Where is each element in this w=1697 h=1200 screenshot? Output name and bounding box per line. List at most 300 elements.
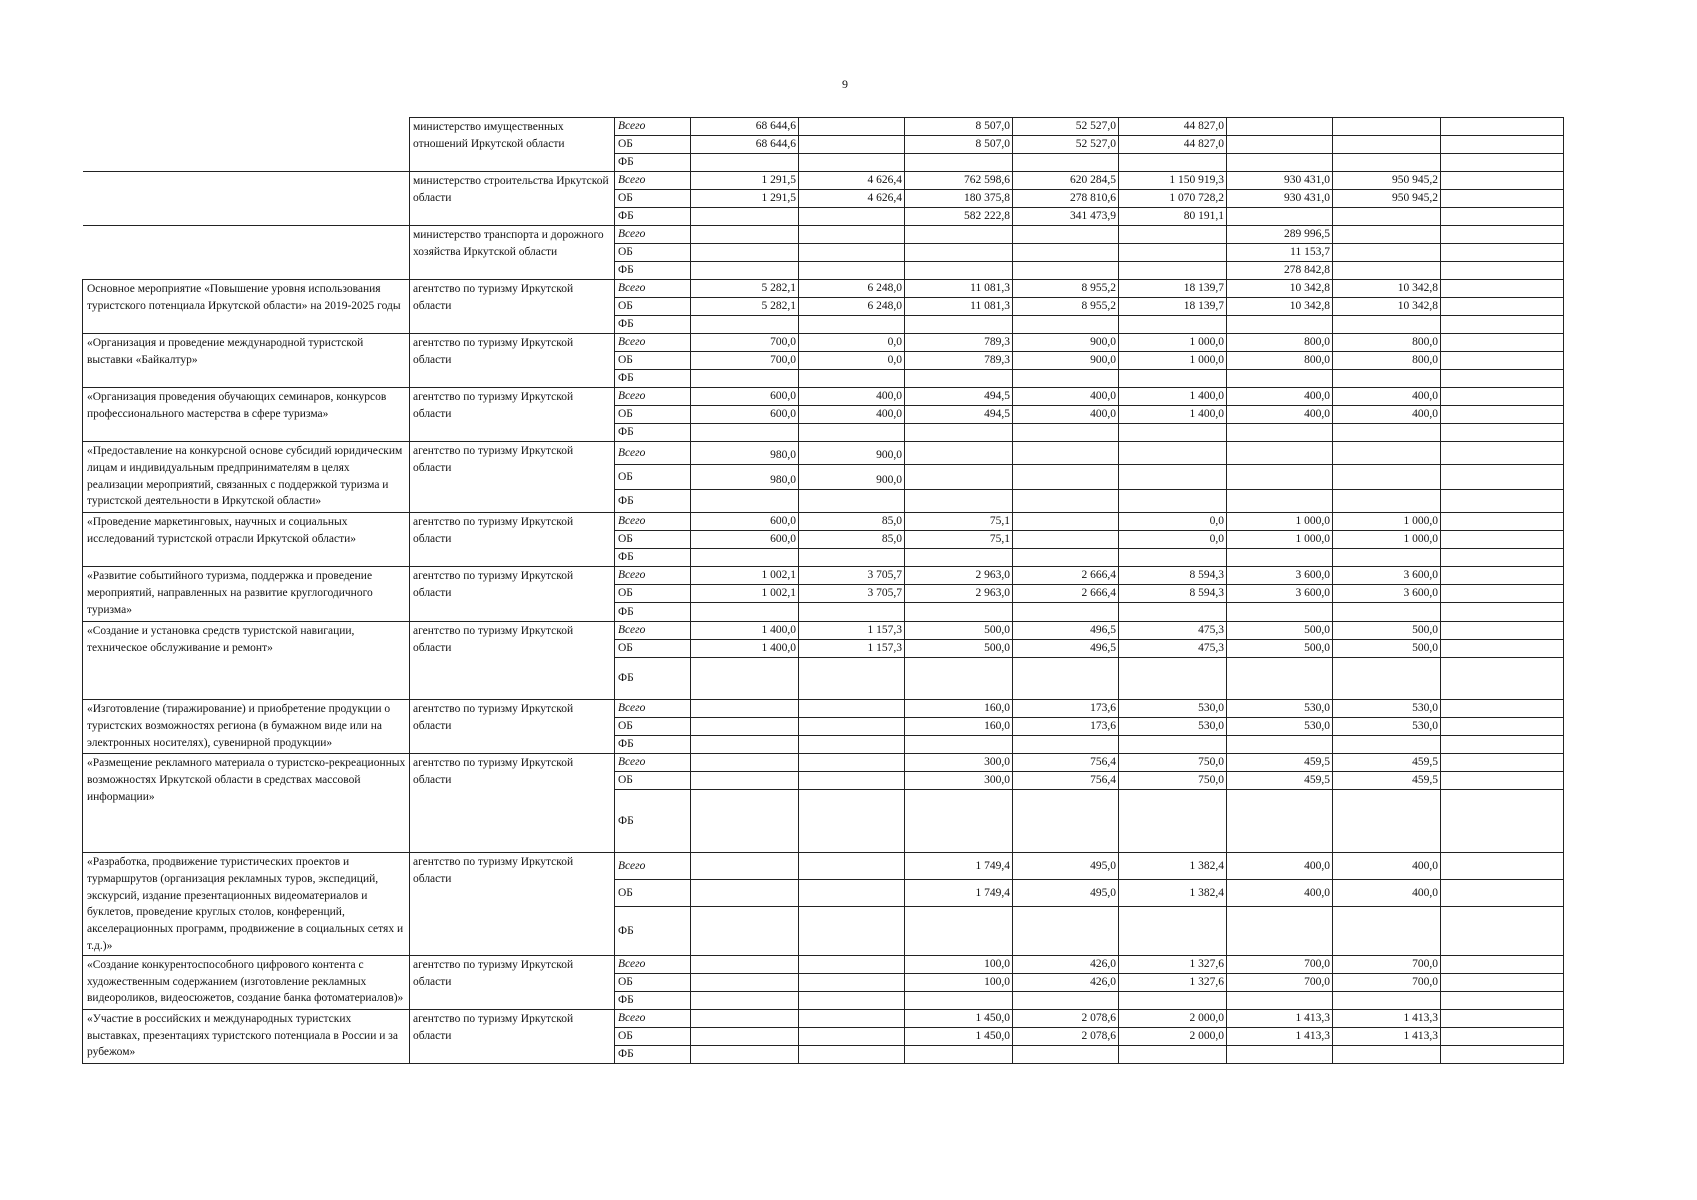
amount-cell — [1333, 208, 1441, 226]
table-row — [83, 334, 1564, 352]
amount-cell — [1441, 490, 1564, 513]
amount-cell — [691, 490, 799, 513]
amount-cell — [1227, 907, 1333, 955]
amount-cell — [905, 790, 1013, 853]
amount-cell — [1227, 316, 1333, 334]
amount-cell: 1 413,3 — [1227, 1027, 1333, 1045]
amount-cell: 300,0 — [905, 772, 1013, 790]
amount-cell — [1227, 603, 1333, 622]
amount-cell: 530,0 — [1119, 718, 1227, 736]
amount-cell: 278 842,8 — [1227, 262, 1333, 280]
amount-cell: 900,0 — [799, 442, 905, 465]
amount-cell — [1013, 658, 1119, 700]
amount-cell — [1013, 549, 1119, 567]
amount-cell: 1 000,0 — [1333, 531, 1441, 549]
amount-cell: 762 598,6 — [905, 172, 1013, 190]
amount-cell: 530,0 — [1333, 718, 1441, 736]
amount-cell: 600,0 — [691, 513, 799, 531]
amount-cell — [1013, 531, 1119, 549]
amount-cell: 10 342,8 — [1333, 280, 1441, 298]
amount-cell: 278 810,6 — [1013, 190, 1119, 208]
amount-cell — [1013, 907, 1119, 955]
amount-cell — [1119, 603, 1227, 622]
amount-cell: 8 594,3 — [1119, 567, 1227, 585]
amount-cell: 0,0 — [799, 334, 905, 352]
amount-cell: 530,0 — [1227, 718, 1333, 736]
amount-cell — [1227, 208, 1333, 226]
amount-cell: 1 450,0 — [905, 1027, 1013, 1045]
amount-cell — [799, 424, 905, 442]
amount-cell: 495,0 — [1013, 853, 1119, 880]
amount-cell: 789,3 — [905, 352, 1013, 370]
amount-cell — [1333, 907, 1441, 955]
amount-cell: 1 000,0 — [1227, 513, 1333, 531]
amount-cell — [1441, 424, 1564, 442]
amount-cell — [1333, 244, 1441, 262]
amount-cell: 400,0 — [1227, 853, 1333, 880]
amount-cell: 459,5 — [1333, 754, 1441, 772]
amount-cell — [1441, 853, 1564, 880]
amount-cell — [799, 955, 905, 973]
amount-cell — [1333, 370, 1441, 388]
amount-cell: 494,5 — [905, 406, 1013, 424]
amount-cell — [1227, 490, 1333, 513]
amount-cell — [1013, 244, 1119, 262]
amount-cell: 400,0 — [799, 388, 905, 406]
amount-cell — [1333, 424, 1441, 442]
amount-cell: 500,0 — [905, 622, 1013, 640]
amount-cell — [799, 700, 905, 718]
amount-cell — [799, 136, 905, 154]
executor-name: агентство по туризму Иркутской области — [410, 700, 615, 754]
amount-cell: 1 413,3 — [1333, 1009, 1441, 1027]
amount-cell — [1227, 118, 1333, 136]
table-row — [83, 622, 1564, 640]
amount-cell — [905, 244, 1013, 262]
amount-cell — [691, 549, 799, 567]
amount-cell — [1013, 316, 1119, 334]
amount-cell — [691, 880, 799, 907]
amount-cell — [691, 955, 799, 973]
amount-cell — [1441, 226, 1564, 244]
executor-name: агентство по туризму Иркутской области — [410, 622, 615, 700]
amount-cell — [799, 1009, 905, 1027]
amount-cell — [1441, 244, 1564, 262]
amount-cell: 400,0 — [1227, 880, 1333, 907]
amount-cell: 900,0 — [1013, 334, 1119, 352]
amount-cell — [1013, 442, 1119, 465]
amount-cell: 180 375,8 — [905, 190, 1013, 208]
amount-cell: 10 342,8 — [1333, 298, 1441, 316]
amount-cell: 52 527,0 — [1013, 118, 1119, 136]
amount-cell: 68 644,6 — [691, 118, 799, 136]
amount-cell — [1441, 640, 1564, 658]
funding-source: ОБ — [615, 880, 691, 907]
amount-cell — [1333, 549, 1441, 567]
amount-cell — [1333, 736, 1441, 754]
amount-cell — [691, 603, 799, 622]
amount-cell — [1441, 1045, 1564, 1063]
funding-source: ФБ — [615, 490, 691, 513]
amount-cell: 5 282,1 — [691, 280, 799, 298]
table-row — [83, 700, 1564, 718]
amount-cell: 6 248,0 — [799, 280, 905, 298]
amount-cell — [691, 1009, 799, 1027]
amount-cell: 700,0 — [1227, 973, 1333, 991]
funding-source: Всего — [615, 442, 691, 465]
amount-cell — [1013, 490, 1119, 513]
amount-cell: 4 626,4 — [799, 172, 905, 190]
amount-cell: 160,0 — [905, 700, 1013, 718]
amount-cell: 1 382,4 — [1119, 853, 1227, 880]
amount-cell — [1333, 316, 1441, 334]
amount-cell — [1441, 754, 1564, 772]
funding-source: ФБ — [615, 208, 691, 226]
amount-cell — [1441, 736, 1564, 754]
amount-cell — [799, 549, 905, 567]
amount-cell — [1119, 736, 1227, 754]
amount-cell — [1333, 136, 1441, 154]
amount-cell — [1013, 736, 1119, 754]
amount-cell — [1227, 790, 1333, 853]
amount-cell — [1013, 465, 1119, 490]
activity-name — [83, 118, 410, 172]
amount-cell — [1441, 406, 1564, 424]
amount-cell — [799, 973, 905, 991]
funding-source: ФБ — [615, 370, 691, 388]
funding-source: ОБ — [615, 244, 691, 262]
amount-cell — [1227, 549, 1333, 567]
amount-cell: 1 400,0 — [1119, 388, 1227, 406]
activity-name: «Предоставление на конкурсной основе субсидий юридическим лицам и индивидуальным предпринимателям в целях реализации мероприятий, связанных с поддержкой туризма и туристской деятельности в Иркутской области» — [83, 442, 410, 513]
amount-cell: 2 963,0 — [905, 567, 1013, 585]
funding-source: Всего — [615, 513, 691, 531]
amount-cell: 700,0 — [691, 334, 799, 352]
amount-cell: 3 600,0 — [1333, 567, 1441, 585]
activity-name: «Организация и проведение международной туристской выставки «Байкалтур» — [83, 334, 410, 388]
amount-cell: 1 000,0 — [1119, 334, 1227, 352]
amount-cell — [799, 790, 905, 853]
amount-cell: 10 342,8 — [1227, 298, 1333, 316]
amount-cell: 1 413,3 — [1333, 1027, 1441, 1045]
funding-source: Всего — [615, 622, 691, 640]
amount-cell: 2 000,0 — [1119, 1009, 1227, 1027]
amount-cell — [1441, 1027, 1564, 1045]
amount-cell — [1441, 262, 1564, 280]
funding-source: Всего — [615, 567, 691, 585]
amount-cell — [1119, 244, 1227, 262]
amount-cell — [1441, 136, 1564, 154]
funding-source: ОБ — [615, 406, 691, 424]
funding-source: Всего — [615, 280, 691, 298]
funding-source: ФБ — [615, 316, 691, 334]
funding-source: Всего — [615, 172, 691, 190]
funding-source: ОБ — [615, 190, 691, 208]
amount-cell: 600,0 — [691, 531, 799, 549]
amount-cell — [691, 1027, 799, 1045]
amount-cell — [1441, 880, 1564, 907]
amount-cell: 18 139,7 — [1119, 280, 1227, 298]
amount-cell: 1 327,6 — [1119, 973, 1227, 991]
funding-source: ОБ — [615, 718, 691, 736]
amount-cell — [1013, 424, 1119, 442]
amount-cell: 475,3 — [1119, 622, 1227, 640]
amount-cell — [1333, 442, 1441, 465]
amount-cell: 700,0 — [1333, 973, 1441, 991]
amount-cell — [799, 754, 905, 772]
amount-cell: 400,0 — [1227, 406, 1333, 424]
funding-table — [82, 117, 1564, 1064]
amount-cell — [905, 424, 1013, 442]
amount-cell — [1333, 790, 1441, 853]
amount-cell: 900,0 — [1013, 352, 1119, 370]
amount-cell: 75,1 — [905, 513, 1013, 531]
amount-cell — [799, 208, 905, 226]
amount-cell: 1 000,0 — [1333, 513, 1441, 531]
amount-cell — [691, 772, 799, 790]
activity-name — [83, 172, 410, 226]
amount-cell: 400,0 — [1333, 388, 1441, 406]
amount-cell — [1441, 118, 1564, 136]
amount-cell — [1441, 700, 1564, 718]
funding-source: Всего — [615, 853, 691, 880]
amount-cell — [1441, 388, 1564, 406]
table-row — [83, 388, 1564, 406]
amount-cell — [1333, 262, 1441, 280]
amount-cell — [1119, 424, 1227, 442]
amount-cell: 1 749,4 — [905, 853, 1013, 880]
amount-cell: 756,4 — [1013, 754, 1119, 772]
amount-cell: 4 626,4 — [799, 190, 905, 208]
funding-source: ОБ — [615, 973, 691, 991]
amount-cell: 980,0 — [691, 442, 799, 465]
amount-cell: 426,0 — [1013, 955, 1119, 973]
table-row — [83, 513, 1564, 531]
amount-cell: 500,0 — [1227, 622, 1333, 640]
funding-source: ФБ — [615, 790, 691, 853]
amount-cell: 500,0 — [1333, 640, 1441, 658]
executor-name: агентство по туризму Иркутской области — [410, 567, 615, 622]
amount-cell — [691, 907, 799, 955]
amount-cell — [1441, 298, 1564, 316]
activity-name: «Изготовление (тиражирование) и приобретение продукции о туристских возможностях региона (в бумажном виде или на электронных носителях), сувенирной продукции» — [83, 700, 410, 754]
amount-cell: 930 431,0 — [1227, 172, 1333, 190]
amount-cell — [1441, 718, 1564, 736]
amount-cell — [905, 154, 1013, 172]
amount-cell — [799, 118, 905, 136]
amount-cell: 700,0 — [1227, 955, 1333, 973]
activity-name: «Разработка, продвижение туристических проектов и турмаршрутов (организация рекламных туров, экспедиций, экскурсий, издание презентационных видеоматериалов и буклетов, проведение круглых столов, конференций, акселерационных программ, продвижение в социальных сетях и т.д.)» — [83, 853, 410, 956]
amount-cell: 500,0 — [905, 640, 1013, 658]
amount-cell: 85,0 — [799, 531, 905, 549]
funding-source: ФБ — [615, 991, 691, 1009]
amount-cell — [1227, 465, 1333, 490]
funding-source: ФБ — [615, 907, 691, 955]
amount-cell: 400,0 — [1333, 853, 1441, 880]
amount-cell — [1333, 226, 1441, 244]
amount-cell — [1119, 490, 1227, 513]
executor-name: агентство по туризму Иркутской области — [410, 442, 615, 513]
amount-cell: 2 666,4 — [1013, 567, 1119, 585]
amount-cell: 700,0 — [1333, 955, 1441, 973]
amount-cell: 800,0 — [1333, 334, 1441, 352]
executor-name: агентство по туризму Иркутской области — [410, 334, 615, 388]
amount-cell — [1333, 118, 1441, 136]
executor-name: министерство транспорта и дорожного хозяйства Иркутской области — [410, 226, 615, 280]
amount-cell — [691, 154, 799, 172]
amount-cell — [1441, 513, 1564, 531]
table-row — [83, 955, 1564, 973]
amount-cell: 68 644,6 — [691, 136, 799, 154]
amount-cell: 8 507,0 — [905, 118, 1013, 136]
amount-cell: 620 284,5 — [1013, 172, 1119, 190]
amount-cell: 1 000,0 — [1227, 531, 1333, 549]
amount-cell: 400,0 — [1227, 388, 1333, 406]
amount-cell — [799, 370, 905, 388]
amount-cell: 950 945,2 — [1333, 172, 1441, 190]
amount-cell: 5 282,1 — [691, 298, 799, 316]
amount-cell: 3 600,0 — [1333, 585, 1441, 603]
amount-cell: 11 081,3 — [905, 298, 1013, 316]
amount-cell — [691, 853, 799, 880]
amount-cell: 1 400,0 — [691, 640, 799, 658]
amount-cell — [1227, 442, 1333, 465]
funding-source: Всего — [615, 955, 691, 973]
amount-cell: 530,0 — [1227, 700, 1333, 718]
table-row — [83, 1009, 1564, 1027]
amount-cell — [905, 226, 1013, 244]
amount-cell — [799, 772, 905, 790]
amount-cell: 400,0 — [1333, 880, 1441, 907]
amount-cell — [905, 1045, 1013, 1063]
funding-source: Всего — [615, 754, 691, 772]
amount-cell — [799, 880, 905, 907]
amount-cell — [1119, 154, 1227, 172]
amount-cell — [1119, 226, 1227, 244]
amount-cell — [1013, 1045, 1119, 1063]
amount-cell — [1333, 1045, 1441, 1063]
amount-cell: 496,5 — [1013, 622, 1119, 640]
amount-cell: 0,0 — [799, 352, 905, 370]
amount-cell — [1013, 790, 1119, 853]
amount-cell — [1119, 442, 1227, 465]
amount-cell — [1441, 334, 1564, 352]
amount-cell — [799, 1027, 905, 1045]
executor-name: агентство по туризму Иркутской области — [410, 513, 615, 567]
amount-cell — [1227, 136, 1333, 154]
amount-cell — [1119, 262, 1227, 280]
amount-cell: 3 600,0 — [1227, 567, 1333, 585]
amount-cell — [1227, 736, 1333, 754]
amount-cell — [691, 244, 799, 262]
amount-cell: 459,5 — [1333, 772, 1441, 790]
amount-cell — [1441, 772, 1564, 790]
amount-cell — [905, 991, 1013, 1009]
table-row — [83, 280, 1564, 298]
funding-source: Всего — [615, 334, 691, 352]
amount-cell: 496,5 — [1013, 640, 1119, 658]
amount-cell — [691, 226, 799, 244]
amount-cell — [1441, 658, 1564, 700]
amount-cell: 1 157,3 — [799, 640, 905, 658]
amount-cell — [799, 262, 905, 280]
amount-cell — [1013, 603, 1119, 622]
amount-cell: 0,0 — [1119, 513, 1227, 531]
amount-cell: 756,4 — [1013, 772, 1119, 790]
funding-source: ФБ — [615, 1045, 691, 1063]
amount-cell — [1441, 280, 1564, 298]
amount-cell — [1333, 658, 1441, 700]
table-row — [83, 442, 1564, 465]
amount-cell — [1441, 973, 1564, 991]
amount-cell — [1227, 424, 1333, 442]
amount-cell: 11 153,7 — [1227, 244, 1333, 262]
amount-cell — [905, 316, 1013, 334]
amount-cell: 2 963,0 — [905, 585, 1013, 603]
amount-cell: 173,6 — [1013, 718, 1119, 736]
amount-cell: 1 749,4 — [905, 880, 1013, 907]
amount-cell: 18 139,7 — [1119, 298, 1227, 316]
executor-name: агентство по туризму Иркутской области — [410, 388, 615, 442]
activity-name: «Участие в российских и международных туристских выставках, презентациях туристского потенциала в России и за рубежом» — [83, 1009, 410, 1063]
amount-cell: 900,0 — [799, 465, 905, 490]
funding-source: Всего — [615, 118, 691, 136]
amount-cell: 2 666,4 — [1013, 585, 1119, 603]
amount-cell: 44 827,0 — [1119, 118, 1227, 136]
table-row — [83, 226, 1564, 244]
amount-cell — [1333, 603, 1441, 622]
amount-cell — [1441, 567, 1564, 585]
amount-cell: 1 000,0 — [1119, 352, 1227, 370]
amount-cell — [1119, 549, 1227, 567]
funding-source: ФБ — [615, 154, 691, 172]
amount-cell: 1 400,0 — [691, 622, 799, 640]
amount-cell — [1013, 262, 1119, 280]
amount-cell — [1333, 465, 1441, 490]
amount-cell: 1 382,4 — [1119, 880, 1227, 907]
amount-cell — [1441, 955, 1564, 973]
amount-cell — [1441, 190, 1564, 208]
amount-cell: 582 222,8 — [905, 208, 1013, 226]
amount-cell: 459,5 — [1227, 772, 1333, 790]
amount-cell — [799, 718, 905, 736]
amount-cell — [1119, 465, 1227, 490]
amount-cell: 1 150 919,3 — [1119, 172, 1227, 190]
amount-cell: 100,0 — [905, 955, 1013, 973]
amount-cell — [905, 370, 1013, 388]
funding-source: ФБ — [615, 424, 691, 442]
funding-source: ОБ — [615, 136, 691, 154]
amount-cell — [1013, 370, 1119, 388]
amount-cell: 2 000,0 — [1119, 1027, 1227, 1045]
amount-cell — [1441, 991, 1564, 1009]
funding-source: ФБ — [615, 736, 691, 754]
funding-source: Всего — [615, 388, 691, 406]
amount-cell — [1227, 658, 1333, 700]
funding-source: ОБ — [615, 531, 691, 549]
amount-cell: 1 070 728,2 — [1119, 190, 1227, 208]
amount-cell: 8 507,0 — [905, 136, 1013, 154]
amount-cell — [691, 370, 799, 388]
activity-name: Основное мероприятие «Повышение уровня использования туристского потенциала Иркутской области» на 2019-2025 годы — [83, 280, 410, 334]
activity-name: «Создание и установка средств туристской навигации, техническое обслуживание и ремонт» — [83, 622, 410, 700]
amount-cell — [799, 907, 905, 955]
table-row — [83, 853, 1564, 880]
amount-cell — [1013, 226, 1119, 244]
amount-cell: 800,0 — [1333, 352, 1441, 370]
amount-cell: 400,0 — [799, 406, 905, 424]
amount-cell: 11 081,3 — [905, 280, 1013, 298]
